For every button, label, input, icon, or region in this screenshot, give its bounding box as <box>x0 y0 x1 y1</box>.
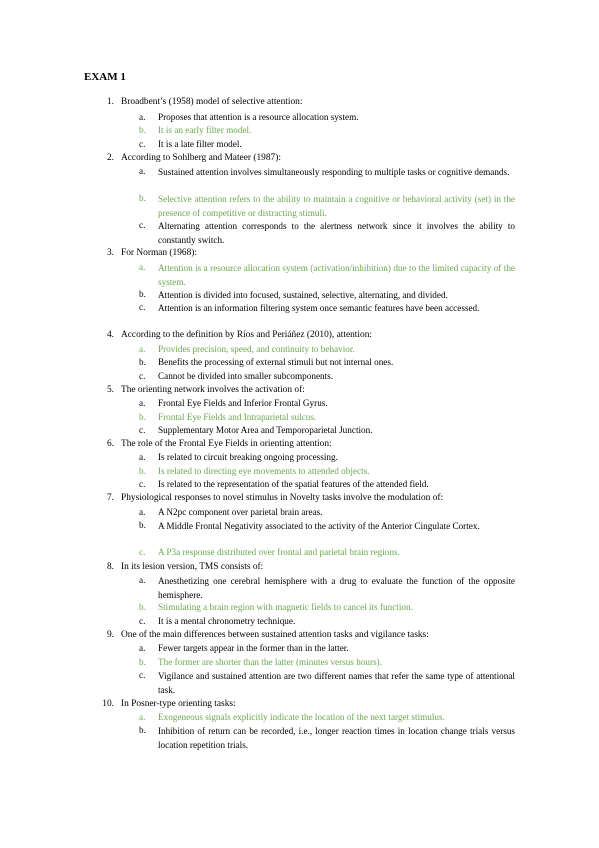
answer-letter: b. <box>139 520 146 530</box>
question-number: 6. <box>106 439 114 449</box>
answer-letter: a. <box>139 575 146 585</box>
answer-letter: b. <box>139 357 146 367</box>
question-text: In Posner-type orienting tasks: <box>121 699 236 709</box>
question-number: 2. <box>106 153 114 163</box>
answer-text: Provides precision, speed, and continuity to behavior. <box>158 344 355 354</box>
answer-letter: b. <box>139 289 146 299</box>
answer-text: Frontal Eye Fields and Inferior Frontal Gyrus. <box>158 398 328 408</box>
answer-text: Sustained attention involves simultaneously responding to multiple tasks or cognitive demands. <box>158 167 510 177</box>
answer-text: Attention is divided into focused, sustained, selective, alternating, and divided. <box>158 290 448 300</box>
answer-text: Is related to the representation of the spatial features of the attended field. <box>158 479 429 489</box>
answer-letter: c. <box>139 371 146 381</box>
answer-letter: a. <box>139 344 146 354</box>
question-number: 10. <box>102 699 114 709</box>
answer-letter: b. <box>139 725 146 735</box>
answer-text: The former are shorter than the latter (minutes versus hours). <box>158 657 382 667</box>
answer-letter: c. <box>139 220 146 230</box>
answer-letter: c. <box>139 425 146 435</box>
answer-letter: c. <box>139 302 146 312</box>
answer-text: It is an early filter model. <box>158 125 252 135</box>
answer-letter: b. <box>139 466 146 476</box>
answer-text: Proposes that attention is a resource allocation system. <box>158 112 359 122</box>
answer-text: Fewer targets appear in the former than in the latter. <box>158 643 349 653</box>
question-text: Physiological responses to novel stimulus in Novelty tasks involve the modulation of: <box>121 493 444 503</box>
answer-letter: a. <box>139 452 146 462</box>
answer-letter: a. <box>139 262 146 272</box>
answer-letter: c. <box>139 547 146 557</box>
answer-letter: a. <box>139 398 146 408</box>
answer-text: Alternating attention corresponds to the alertness network since it involves the ability to constantly switch. <box>158 221 515 245</box>
answer-letter: a. <box>139 112 146 122</box>
question-text: According to Sohlberg and Mateer (1987): <box>121 153 281 163</box>
answer-text: Is related to circuit breaking ongoing processing. <box>158 452 338 462</box>
answer-text: It is a mental chronometry technique. <box>158 616 296 626</box>
question-text: Broadbent’s (1958) model of selective attention: <box>121 97 303 107</box>
answer-text: A N2pc component over parietal brain areas. <box>158 507 323 517</box>
answer-letter: b. <box>139 657 146 667</box>
answer-text: Supplementary Motor Area and Temporoparietal Junction. <box>158 425 373 435</box>
answer-text: Exogeneous signals explicitly indicate the location of the next target stimulus. <box>158 712 445 722</box>
question-number: 9. <box>106 630 114 640</box>
answer-text: Frontal Eye Fields and Intraparietal sulcus. <box>158 412 317 422</box>
answer-letter: b. <box>139 193 146 203</box>
answer-text: Inhibition of return can be recorded, i.e., longer reaction times in location change trials versus location repetition trials. <box>158 726 515 750</box>
answer-letter: a. <box>139 166 146 176</box>
question-text: The role of the Frontal Eye Fields in orienting attention: <box>121 439 332 449</box>
answer-letter: b. <box>139 602 146 612</box>
answer-text: Benefits the processing of external stimuli but not internal ones. <box>158 357 394 367</box>
question-number: 4. <box>106 330 114 340</box>
question-text: In its lesion version, TMS consists of: <box>121 562 264 572</box>
answer-letter: c. <box>139 479 146 489</box>
answer-text: A Middle Frontal Negativity associated to the activity of the Anterior Cingulate Cortex. <box>158 521 480 531</box>
exam-title: EXAM 1 <box>84 71 126 83</box>
answer-letter: a. <box>139 507 146 517</box>
question-number: 8. <box>106 562 114 572</box>
answer-text: A P3a response distributed over frontal and parietal brain regions. <box>158 547 400 557</box>
question-number: 1. <box>106 97 114 107</box>
answer-letter: c. <box>139 616 146 626</box>
answer-text: Attention is a resource allocation system (activation/inhibition) due to the limited capacity of the system. <box>158 263 515 287</box>
question-number: 5. <box>106 385 114 395</box>
answer-letter: c. <box>139 139 146 149</box>
answer-letter: a. <box>139 712 146 722</box>
answer-text: Is related to directing eye movements to attended objects. <box>158 466 370 476</box>
question-text: The orienting network involves the activation of: <box>121 385 305 395</box>
question-number: 3. <box>106 248 114 258</box>
answer-text: Cannot be divided into smaller subcomponents. <box>158 371 334 381</box>
answer-text: Attention is an information filtering system once semantic features have been accessed. <box>158 303 480 313</box>
answer-letter: b. <box>139 125 146 135</box>
question-text: According to the definition by Ríos and Periáñez (2010), attention: <box>121 330 372 340</box>
answer-text: Stimulating a brain region with magnetic fields to cancel its function. <box>158 602 413 612</box>
answer-text: Selective attention refers to the ability to maintain a cognitive or behavioral activity (set) in the presence of competitive or distracting stimuli. <box>158 194 515 218</box>
answer-text: Anesthetizing one cerebral hemisphere with a drug to evaluate the function of the opposite hemisphere. <box>158 576 515 600</box>
answer-letter: c. <box>139 670 146 680</box>
question-number: 7. <box>106 493 114 503</box>
question-text: One of the main differences between sustained attention tasks and vigilance tasks: <box>121 630 429 640</box>
answer-text: It is a late filter model. <box>158 139 242 149</box>
answer-text: Vigilance and sustained attention are two different names that refer the same type of attentional task. <box>158 671 515 695</box>
answer-letter: a. <box>139 643 146 653</box>
question-text: For Norman (1968): <box>121 248 198 258</box>
answer-letter: b. <box>139 412 146 422</box>
